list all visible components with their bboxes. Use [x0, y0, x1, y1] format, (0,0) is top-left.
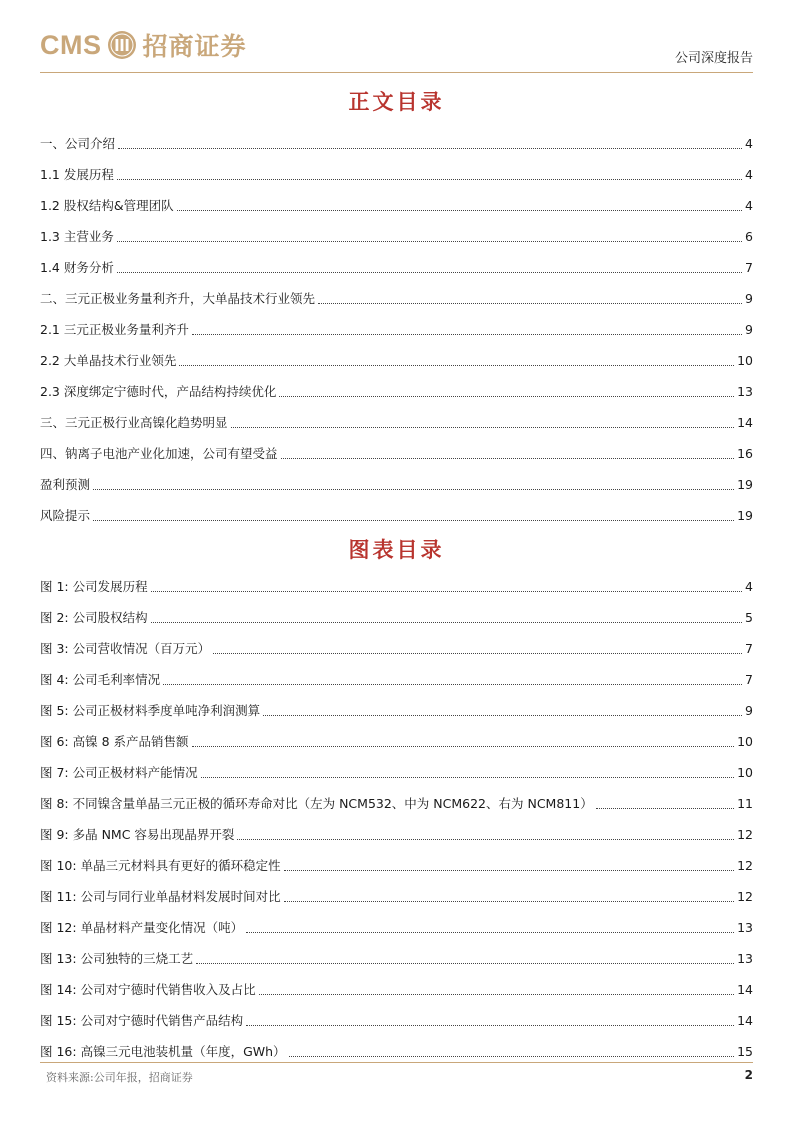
toc-title: 正文目录 — [348, 89, 445, 114]
toc-entry[interactable] — [40, 493, 753, 524]
figure-entry[interactable] — [40, 626, 753, 657]
toc-entry-page: 6 — [745, 229, 753, 244]
source-note: 资料来源:公司年报，招商证券 — [46, 1071, 193, 1084]
dot-leader — [284, 870, 735, 871]
figures-list — [40, 564, 753, 1060]
logo-latin-text: CMS — [40, 29, 102, 60]
figure-entry[interactable] — [40, 812, 753, 843]
toc-entry-page: 16 — [737, 446, 753, 461]
toc-entry[interactable] — [40, 152, 753, 183]
report-type-label: 公司深度报告 — [674, 51, 753, 66]
figure-entry[interactable] — [40, 874, 753, 905]
figure-entry-label: 图 6: 高镍 8 系产品销售额 — [40, 734, 189, 749]
figure-entry[interactable] — [40, 750, 753, 781]
figure-entry-label: 图 2: 公司股权结构 — [40, 610, 148, 625]
toc-entry[interactable] — [40, 307, 753, 338]
figure-entry-label: 图 12: 单晶材料产量变化情况（吨） — [40, 920, 244, 935]
toc-entry-label: 2.1 三元正极业务量利齐升 — [40, 322, 189, 337]
figure-entry-page: 7 — [745, 672, 753, 687]
toc-entry-label: 1.3 主营业务 — [40, 229, 114, 244]
logo-chinese-text: 招商证券 — [142, 32, 247, 61]
toc-entry[interactable] — [40, 121, 753, 152]
dot-leader — [192, 334, 742, 335]
figure-entry[interactable] — [40, 843, 753, 874]
figure-entry-label: 图 15: 公司对宁德时代销售产品结构 — [40, 1013, 244, 1028]
figure-entry-page: 11 — [737, 796, 753, 811]
page-number: 2 — [744, 1068, 753, 1082]
figure-entry[interactable] — [40, 719, 753, 750]
logo-badge-icon — [107, 30, 137, 60]
toc-entry[interactable] — [40, 400, 753, 431]
figure-entry-page: 12 — [737, 858, 753, 873]
dot-leader — [246, 932, 734, 933]
dot-leader — [192, 746, 735, 747]
toc-entry[interactable] — [40, 462, 753, 493]
dot-leader — [279, 396, 734, 397]
dot-leader — [177, 210, 742, 211]
figure-entry-page: 10 — [737, 734, 753, 749]
toc-entry[interactable] — [40, 369, 753, 400]
figure-entry-label: 图 9: 多晶 NMC 容易出现晶界开裂 — [40, 827, 235, 842]
figure-entry-label: 图 4: 公司毛利率情况 — [40, 672, 161, 687]
figure-entry-page: 7 — [745, 641, 753, 656]
toc-entry[interactable] — [40, 214, 753, 245]
toc-entry-label: 风险提示 — [40, 508, 91, 523]
figure-entry[interactable] — [40, 688, 753, 719]
toc-entry-page: 9 — [745, 322, 753, 337]
dot-leader — [151, 591, 742, 592]
dot-leader — [163, 684, 742, 685]
figure-entry-page: 12 — [737, 889, 753, 904]
toc-entry-label: 1.1 发展历程 — [40, 167, 114, 182]
dot-leader — [213, 653, 742, 654]
figure-entry-page: 9 — [745, 703, 753, 718]
toc-entry-page: 19 — [737, 508, 753, 523]
figure-entry-label: 图 3: 公司营收情况（百万元） — [40, 641, 211, 656]
dot-leader — [246, 1025, 734, 1026]
figure-entry-label: 图 14: 公司对宁德时代销售收入及占比 — [40, 982, 256, 997]
dot-leader — [596, 808, 734, 809]
toc-entry-label: 2.2 大单晶技术行业领先 — [40, 353, 177, 368]
toc-entry-label: 1.4 财务分析 — [40, 260, 114, 275]
toc-entry-page: 10 — [737, 353, 753, 368]
toc-entry-page: 7 — [745, 260, 753, 275]
dot-leader — [118, 148, 742, 149]
figure-entry-page: 13 — [737, 920, 753, 935]
toc-entry-label: 2.3 深度绑定宁德时代，产品结构持续优化 — [40, 384, 277, 399]
toc-entry[interactable] — [40, 431, 753, 462]
figure-entry-label: 图 11: 公司与同行业单晶材料发展时间对比 — [40, 889, 281, 904]
toc-entry[interactable] — [40, 245, 753, 276]
figure-entry-label: 图 16: 高镍三元电池装机量（年度，GWh） — [40, 1044, 286, 1059]
figure-entry-page: 15 — [737, 1044, 753, 1059]
dot-leader — [117, 241, 742, 242]
dot-leader — [231, 427, 735, 428]
dot-leader — [284, 901, 735, 902]
toc-list — [40, 121, 753, 524]
dot-leader — [281, 458, 735, 459]
figure-entry-label: 图 13: 公司独特的三烧工艺 — [40, 951, 194, 966]
figure-entry-page: 12 — [737, 827, 753, 842]
cms-logo — [40, 28, 247, 62]
figure-entry-page: 13 — [737, 951, 753, 966]
figure-entry-label: 图 8: 不同镍含量单晶三元正极的循环寿命对比（左为 NCM532、中为 NCM622、右为 NCM811） — [40, 796, 593, 811]
toc-entry[interactable] — [40, 338, 753, 369]
dot-leader — [289, 1056, 735, 1057]
toc-entry-page: 13 — [737, 384, 753, 399]
toc-entry-page: 4 — [745, 136, 753, 151]
toc-entry-label: 四、钠离子电池产业化加速，公司有望受益 — [40, 446, 278, 461]
figure-entry[interactable] — [40, 967, 753, 998]
dot-leader — [179, 365, 734, 366]
toc-entry-page: 14 — [737, 415, 753, 430]
figure-entry[interactable] — [40, 781, 753, 812]
figure-entry-label: 图 5: 公司正极材料季度单吨净利润测算 — [40, 703, 261, 718]
figure-entry-label: 图 1: 公司发展历程 — [40, 579, 148, 594]
figure-entry[interactable] — [40, 595, 753, 626]
figure-entry-page: 4 — [745, 579, 753, 594]
toc-entry-page: 4 — [745, 167, 753, 182]
toc-entry[interactable] — [40, 276, 753, 307]
page-header — [40, 24, 753, 73]
figure-entry-page: 10 — [737, 765, 753, 780]
figures-title: 图表目录 — [348, 537, 445, 562]
figure-entry-label: 图 7: 公司正极材料产能情况 — [40, 765, 198, 780]
dot-leader — [259, 994, 735, 995]
figure-entry[interactable] — [40, 936, 753, 967]
figure-entry[interactable] — [40, 998, 753, 1029]
dot-leader — [196, 963, 734, 964]
figure-entry-page: 14 — [737, 982, 753, 997]
figure-entry[interactable] — [40, 905, 753, 936]
toc-entry-label: 盈利预测 — [40, 477, 91, 492]
toc-entry[interactable] — [40, 183, 753, 214]
dot-leader — [117, 179, 742, 180]
figure-entry[interactable] — [40, 1029, 753, 1060]
toc-entry-label: 三、三元正极行业高镍化趋势明显 — [40, 415, 228, 430]
dot-leader — [318, 303, 742, 304]
dot-leader — [201, 777, 734, 778]
figure-entry[interactable] — [40, 564, 753, 595]
dot-leader — [237, 839, 734, 840]
figure-entry-page: 14 — [737, 1013, 753, 1028]
page-footer — [40, 1062, 753, 1085]
dot-leader — [93, 520, 734, 521]
dot-leader — [151, 622, 742, 623]
figure-entry[interactable] — [40, 657, 753, 688]
figure-entry-page: 5 — [745, 610, 753, 625]
toc-entry-label: 1.2 股权结构&管理团队 — [40, 198, 174, 213]
toc-entry-label: 二、三元正极业务量利齐升，大单晶技术行业领先 — [40, 291, 316, 306]
dot-leader — [117, 272, 742, 273]
toc-entry-page: 9 — [745, 291, 753, 306]
figure-entry-label: 图 10: 单晶三元材料具有更好的循环稳定性 — [40, 858, 281, 873]
toc-entry-page: 4 — [745, 198, 753, 213]
toc-entry-page: 19 — [737, 477, 753, 492]
dot-leader — [93, 489, 734, 490]
dot-leader — [263, 715, 742, 716]
toc-entry-label: 一、公司介绍 — [40, 136, 116, 151]
